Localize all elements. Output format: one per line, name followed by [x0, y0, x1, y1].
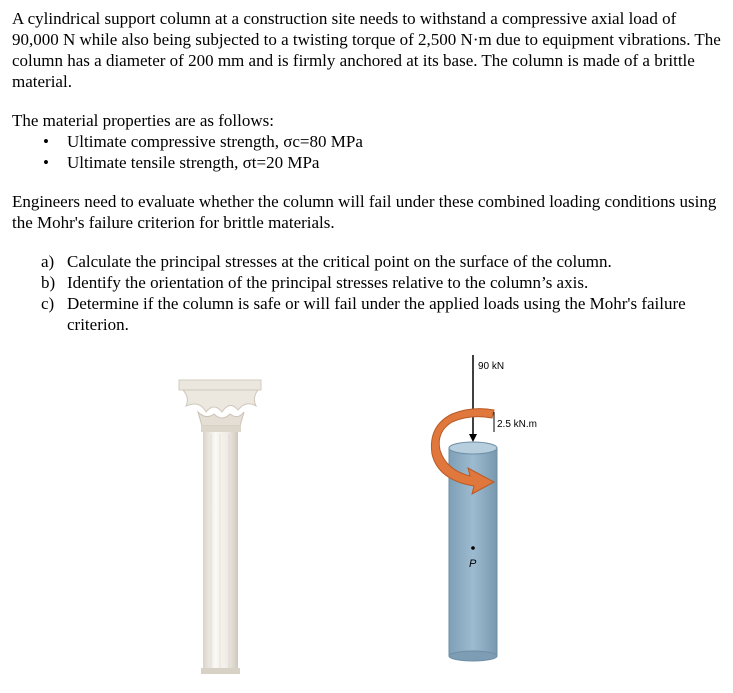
- figures-svg: [0, 350, 733, 688]
- properties-title: The material properties are as follows:: [12, 111, 274, 130]
- column-capital-leaves: [183, 390, 258, 412]
- axial-load-arrowhead: [469, 434, 477, 442]
- task-item: a) Calculate the principal stresses at the critical point on the surface of the column.: [41, 252, 612, 271]
- properties-list: [12, 131, 724, 173]
- column-capital-lower: [198, 412, 244, 426]
- cylinder-top: [449, 442, 497, 454]
- column-collar: [201, 426, 241, 432]
- load-diagram: [431, 355, 537, 661]
- torque-label: 2.5 kN.m: [497, 419, 538, 430]
- point-p-marker: [471, 546, 475, 550]
- problem-text: [12, 8, 724, 335]
- point-p-label: P: [469, 558, 477, 570]
- property-tensile: • Ultimate tensile strength, σt=20 MPa: [67, 152, 724, 173]
- task-item: c) Determine if the column is safe or will fail under the applied loads using the Mohr's failure criterion.: [41, 294, 686, 334]
- column-capital-slab: [179, 380, 261, 390]
- evaluation-text: Engineers need to evaluate whether the column will fail under these combined loading conditions using the Mohr's failure criterion for brittle materials.: [12, 192, 717, 232]
- property-compressive: • Ultimate compressive strength, σc=80 MPa: [67, 131, 724, 152]
- figures: [0, 350, 733, 688]
- task-list: [12, 251, 724, 335]
- axial-load-label: 90 kN: [478, 361, 505, 372]
- problem-intro: A cylindrical support column at a construction site needs to withstand a compressive axial load of 90,000 N while also being subjected to a twisting torque of 2,500 N·m due to equipment vibrations. The column has a diameter of 200 mm and is firmly anchored at its base. The column is made of a brittle material.: [12, 9, 721, 91]
- column-base: [201, 668, 240, 674]
- cylinder-bottom: [449, 651, 497, 661]
- task-item: b) Identify the orientation of the principal stresses relative to the column’s axis.: [41, 273, 589, 292]
- marble-column-image: [179, 380, 261, 674]
